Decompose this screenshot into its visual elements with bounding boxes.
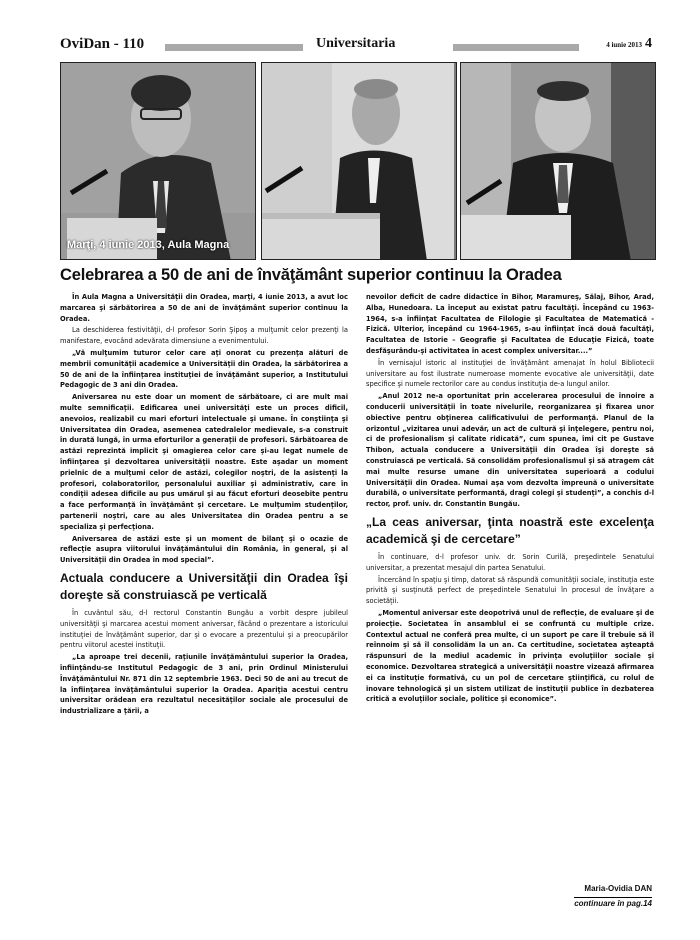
article-title: Celebrarea a 50 de ani de învăţământ superior continuu la Oradea: [60, 266, 562, 284]
quote-paragraph: Aniversarea de astăzi este şi un moment de bilanţ şi o ocazie de reflecţie asupra viitorului învăţământului din România, în general, şi al Universităţii din Oradea în mod special”.: [60, 534, 348, 565]
paragraph: În continuare, d-l profesor univ. dr. Sorin Curilă, preşedintele Senatului universitar, a prezentat mesajul din partea Senatului.: [366, 552, 654, 572]
quote-paragraph: „Anul 2012 ne-a oportunitat prin accelerarea procesului de înnoire a conducerii universităţii în toate nivelurile, reorganizarea şi fixarea unor obiective pentru obţinerea calificativului de performanţă. Planul de la orizontul „vizitarea unui adevăr, un act de cultură şi înţelegere, pentru noi, ci de profesionalism şi calitate ridicată”, cum spunea, îmi cit pe Gustave Thibon, actuala conducere a Universităţii din Oradea îşi doreşte să construiască pe verticală. Să consolidăm profesionalismul şi să atragem cât mai multe resurse umane din universitatea superioară a codului Universităţii din Oradea. Numai aşa vom dezvolta împreună o universitate durabilă, o universitate performantă, dragi colegi şi studenţi”, a conchis d-l rector, prof. univ. dr. Constantin Bungău.: [366, 392, 654, 509]
article-column-left: [60, 292, 348, 718]
quote-paragraph: Aniversarea nu este doar un moment de sărbătoare, ci are mult mai multe semnificaţii. Edificarea unei universităţi este un proces dificil, anevoios, realizabil cu mari eforturi intelectuale şi umane. În conştiinţa şi Universitatea din Oradea, asemenea catedralelor medievale, s-a construit în durată lungă, în urma eforturilor a generaţii de profesori. Sărbătoarea de astăzi reprezintă implicit şi omagierea celor care şi-au legat numele de înfiinţarea şi dezvoltarea universităţii noastre. Este aşadar un moment prielnic de a mulţumi celor de astăzi, colegilor noştri, de la asistenţi la profesori, colaboratorilor, personalului auxiliar şi administrativ, care în condiţii adesea dificile au pus umărul şi au făcut eforturi deosebite pentru a face performanţă în învăţământ şi cercetare. Le mulţumim studenţilor, partenerii noştri, care au ales Universitatea din Oradea pentru a se specializa şi perfecţiona.: [60, 393, 348, 531]
lead-paragraph: În Aula Magna a Universităţii din Oradea, marţi, 4 iunie 2013, a avut loc marcarea şi sărbătorirea a 50 de ani de învăţământ superior continuu la Oradea.: [60, 293, 348, 323]
header-divider-right: [453, 44, 579, 51]
author-signature: Maria-Ovidia DAN: [584, 884, 652, 893]
photo-caption: Marţi, 4 iunie 2013, Aula Magna: [67, 239, 230, 251]
section-title: Universitaria: [316, 36, 396, 51]
photo-speaker-2-image: [262, 63, 454, 260]
photo-speaker-1: [60, 62, 256, 260]
page-header: [60, 36, 652, 58]
continuation-link[interactable]: continuare în pag.14: [574, 899, 652, 908]
photo-speaker-1-image: [61, 63, 256, 260]
quote-paragraph: „Vă mulţumim tuturor celor care aţi onorat cu prezenţa alături de membrii comunităţii academice a Universităţii din Oradea, la sărbătorirea a 50 de ani de la înfiinţarea instituţiei de învăţământ superior, a Institutului Pedagogic de 3 ani din Oradea.: [60, 348, 348, 390]
subheading-right: „La ceas aniversar, ţinta noastră este excelenţa academică şi de cercetare”: [366, 514, 654, 546]
paragraph: În cuvântul său, d-l rectorul Constantin Bungău a vorbit despre jubileul universităţii şi marcarea acestui moment aniversar, făcând o prezentare a istoricului instituţiei de învăţământ superior, dar şi o evocare a prezentului şi a preocupărilor pentru viitorul acestei instituţii.: [60, 608, 348, 650]
quote-paragraph: „Momentul aniversar este deopotrivă unul de reflecţie, de evaluare şi de proiecţie. Societatea în ansamblul ei se confruntă cu multiple crize. Contextul actual ne conferă prea multe, ci un suport pe care îl trebuie să îl reînnoim şi să îl consolidăm la un an. Ca certitudine, societatea aşteaptă răspunsuri de la mediul academic în privinţa evoluţiilor sociale şi economice. Dezvoltarea strategică a universităţii noastre vizează afirmarea ei ca instituţie formativă, cu un pol de cercetare ştiinţifică, cu rolul de inovare tehnologică şi un sistem utilizat de instituţii publice în dezbaterea critică a evoluţiilor sociale, politice şi economice”.: [366, 608, 654, 704]
article-column-right: [366, 292, 654, 706]
subheading-left: Actuala conducere a Universităţii din Oradea îşi doreşte să construiască pe verticală: [60, 570, 348, 602]
issue-date: 4 iunie 2013: [606, 41, 642, 49]
paragraph: În vernisajul istoric al instituţiei de învăţământ amenajat în holul Bibliotecii universitare au fost ilustrate numeroase momente evocative ale universităţii, date specifice şi numele rectorilor care au condus instituţia de-a lungul anilor.: [366, 358, 654, 389]
quote-paragraph: „La aproape trei decenii, raţiunile învăţământului superior la Oradea, înfiinţându-se Institutul Pedagogic de 3 ani, prin Ordinul Ministerului Învăţământului Nr. 871 din 12 septembrie 1963. Deci 50 de ani au trecut de la înfiinţarea învăţământului superior la Oradea. Apariţia acestui centru universitar orădean era rezultatul necesităţilor sociale ale procesului de industrializare a ţării, a: [60, 653, 348, 716]
header-divider-left: [165, 44, 303, 51]
photo-speaker-2: [261, 62, 457, 260]
page-number: 4: [645, 36, 652, 51]
paragraph: Încercând în spaţiu şi timp, datorat să răspundă comunităţii sociale, instituţia este privită şi susţinută perfect de preşedintele Senatului în procesul de învăţare a societăţii.: [366, 575, 654, 606]
issue-label: OviDan - 110: [60, 36, 145, 52]
photo-speaker-3: [460, 62, 656, 260]
photo-speaker-3-image: [461, 63, 656, 260]
header-right: [606, 36, 652, 52]
paragraph: La deschiderea festivităţii, d-l profesor Sorin Şipoş a mulţumit celor prezenţi la manifestare, evocând adevărata dimensiune a evenimentului.: [60, 326, 348, 346]
quote-paragraph: nevoilor deficit de cadre didactice în Bihor, Maramureş, Sălaj, Bihor, Arad, Alba, Hunedoara. La început au existat patru facultăţi. Începând cu 1963-1964, s-a înfiinţat Facultatea de Filologie şi Facultatea de Matematică - Fizică. Ulterior, începând cu 1964-1965, s-au înfiinţat încă două facultăţi, Facultatea de Istorie – Geografie şi Facultatea de Educaţie Fizică, toate desfăşurându-şi activitatea în acest complex universitar....”: [366, 293, 654, 355]
